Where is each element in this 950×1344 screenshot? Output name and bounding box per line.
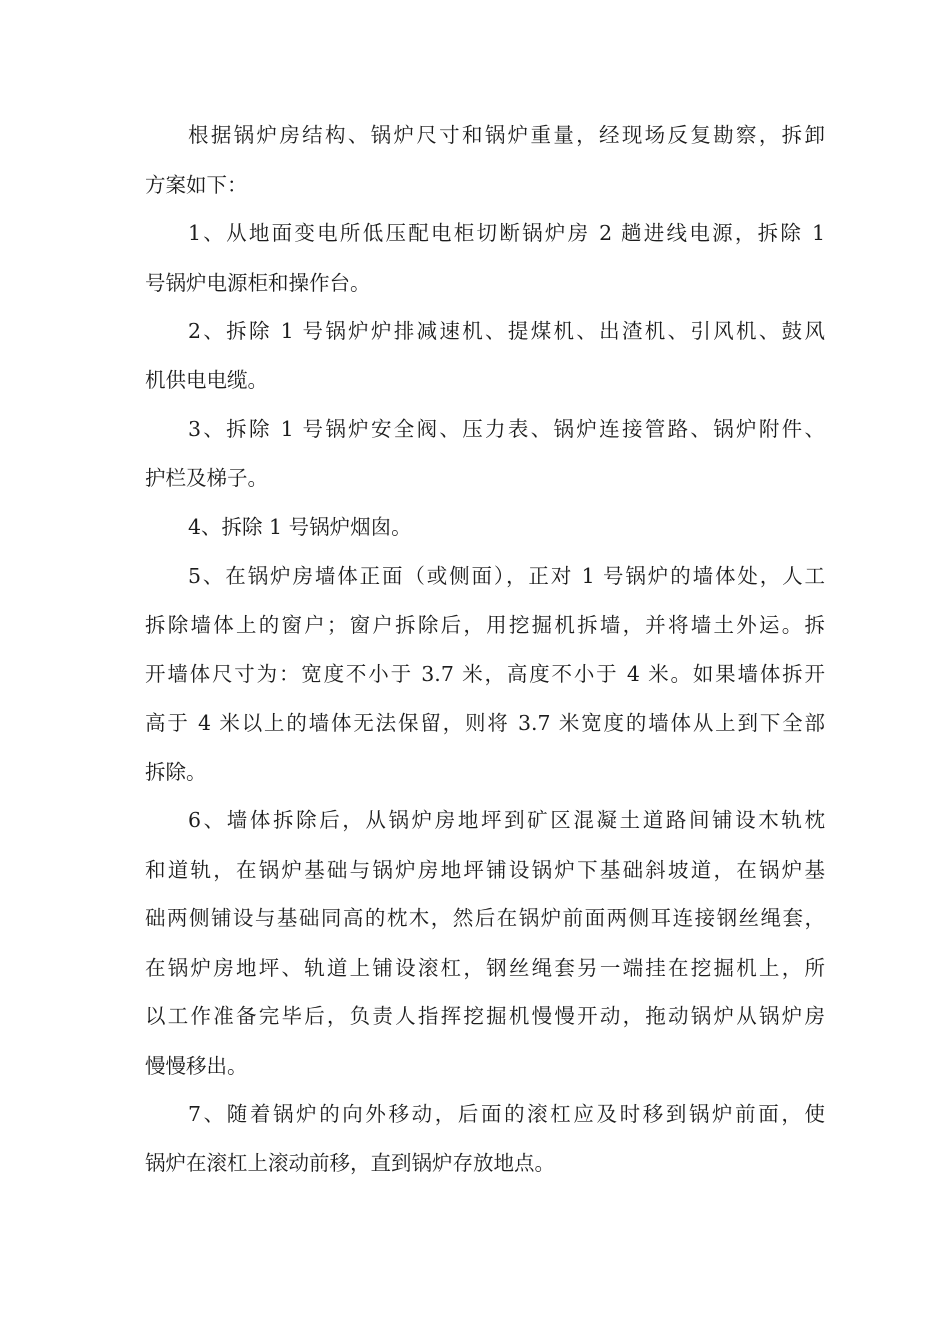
- item-6-line-5: 以工作准备完毕后，负责人指挥挖掘机慢慢开动，拖动锅炉从锅炉房: [145, 1004, 825, 1028]
- item-5-line-5: 拆除。: [145, 760, 207, 784]
- item-6-line-3: 础两侧铺设与基础同高的枕木，然后在锅炉前面两侧耳连接钢丝绳套，: [145, 906, 825, 930]
- item-7-line-2: 锅炉在滚杠上滚动前移，直到锅炉存放地点。: [145, 1151, 555, 1175]
- item-2-line-1: 2、拆除 1 号锅炉炉排减速机、提煤机、出渣机、引风机、鼓风: [188, 319, 825, 343]
- item-6-line-4: 在锅炉房地坪、轨道上铺设滚杠，钢丝绳套另一端挂在挖掘机上，所: [145, 956, 825, 980]
- item-5-line-4: 高于 4 米以上的墙体无法保留，则将 3.7 米宽度的墙体从上到下全部: [145, 711, 825, 735]
- item-3-line-1: 3、拆除 1 号锅炉安全阀、压力表、锅炉连接管路、锅炉附件、: [188, 417, 825, 441]
- item-3-line-2: 护栏及梯子。: [145, 466, 268, 490]
- item-5-line-1: 5、在锅炉房墙体正面（或侧面），正对 1 号锅炉的墙体处，人工: [188, 564, 825, 588]
- item-7-line-1: 7、随着锅炉的向外移动，后面的滚杠应及时移到锅炉前面，使: [188, 1102, 825, 1126]
- paragraph-intro-line-1: 根据锅炉房结构、锅炉尺寸和锅炉重量，经现场反复勘察，拆卸: [188, 123, 825, 147]
- item-6-line-6: 慢慢移出。: [145, 1054, 248, 1078]
- item-5-line-2: 拆除墙体上的窗户；窗户拆除后，用挖掘机拆墙，并将墙土外运。拆: [145, 613, 825, 637]
- paragraph-intro-line-2: 方案如下：: [145, 173, 248, 197]
- item-6-line-1: 6、墙体拆除后，从锅炉房地坪到矿区混凝土道路间铺设木轨枕: [188, 808, 825, 832]
- item-1-line-1: 1、从地面变电所低压配电柜切断锅炉房 2 趟进线电源，拆除 1: [188, 221, 825, 245]
- item-6-line-2: 和道轨，在锅炉基础与锅炉房地坪铺设锅炉下基础斜坡道，在锅炉基: [145, 858, 825, 882]
- item-1-line-2: 号锅炉电源柜和操作台。: [145, 271, 371, 295]
- item-4-line-1: 4、拆除 1 号锅炉烟囱。: [188, 515, 412, 539]
- item-5-line-3: 开墙体尺寸为：宽度不小于 3.7 米，高度不小于 4 米。如果墙体拆开: [145, 662, 825, 686]
- item-2-line-2: 机供电电缆。: [145, 368, 268, 392]
